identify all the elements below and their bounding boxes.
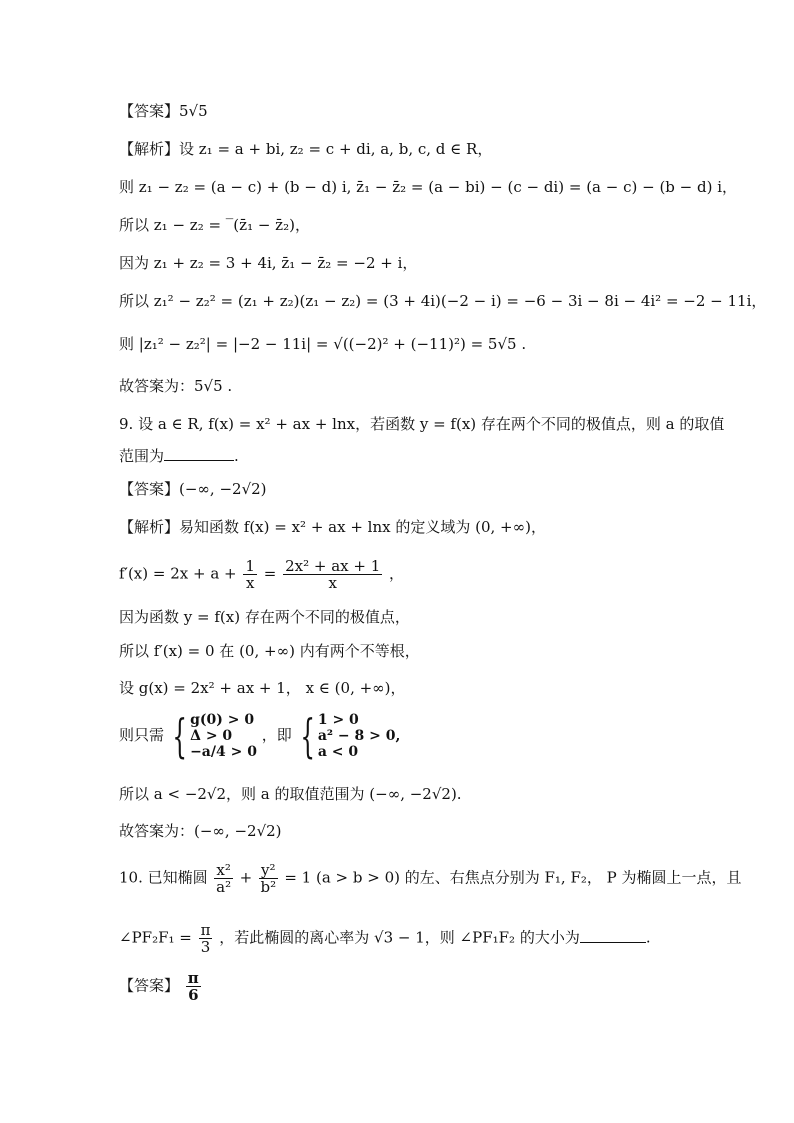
analysis-line-9-5: 设 g(x) = 2x² + ax + 1， x ∈ (0, +∞)， (119, 679, 406, 697)
analysis-line-8-1: 【解析】设 z₁ = a + bi, z₂ = c + di, a, b, c, d ∈ R， (119, 140, 493, 158)
analysis-line-8-2: 则 z₁ − z₂ = (a − c) + (b − d) i, z̄₁ − z̄₂ = (a − bi) − (c − di) = (a − c) − (b − d) i， (119, 178, 738, 196)
final-answer-9: 故答案为：(−∞, −2√2) (119, 822, 282, 840)
analysis-line-9-6: 则只需 { g(0) > 0 Δ > 0 −a/4 > 0 ，即 { 1 > 0 a² − 8 > 0, a < 0 (119, 709, 401, 763)
answer-blank-10 (580, 928, 646, 943)
question-9-line-2: 范围为 . (119, 447, 239, 465)
analysis-line-8-4: 因为 z₁ + z₂ = 3 + 4i, z̄₁ − z̄₂ = −2 + i， (119, 254, 418, 272)
answer-line-10: 【答案】 $\frac{\pi}{6}$ (119, 969, 199, 1004)
answer-line-8: 【答案】5√5 (119, 102, 208, 120)
inequality-system-1: { g(0) > 0 Δ > 0 −a/4 > 0 (172, 709, 257, 763)
analysis-line-9-2: f′(x) = 2x + a + $\frac{1}{x}$ = $\frac{\text{2x² + ax + 1}}{x}$ ， (119, 557, 405, 592)
analysis-line-8-3: 所以 z₁ − z₂ = ‾(z̄₁ − z̄₂)， (119, 216, 310, 234)
final-answer-8: 故答案为：5√5 . (119, 377, 233, 395)
fraction-derivative: $\frac{\text{2x² + ax + 1}}{x}$ (285, 557, 381, 592)
answer-line-9: 【答案】(−∞, −2√2) (119, 480, 267, 498)
question-9-line-1: 9. 设 a ∈ R, f(x) = x² + ax + lnx，若函数 y = f(x) 存在两个不同的极值点，则 a 的取值 (119, 415, 725, 433)
answer-blank-9 (164, 446, 234, 461)
fraction-pi-over-6: $\frac{\pi}{6}$ (187, 969, 199, 1004)
analysis-line-9-3: 因为函数 y = f(x) 存在两个不同的极值点， (119, 608, 410, 626)
fraction-x2-a2: $\frac{\text{x²}}{\text{a²}}$ (216, 861, 232, 896)
inequality-system-2: { 1 > 0 a² − 8 > 0, a < 0 (299, 709, 401, 763)
analysis-line-9-7: 所以 a < −2√2，则 a 的取值范围为 (−∞, −2√2). (119, 785, 462, 803)
question-10-line-1: 10. 已知椭圆 $\frac{\text{x²}}{\text{a²}}$ + $\frac{\text{y²}}{\text{b²}}$ = 1 (a > b > 0) 的左、右焦点分别为 F₁, F₂， P 为椭圆上一点，且 (119, 861, 742, 896)
fraction-y2-b2: $\frac{\text{y²}}{\text{b²}}$ (260, 861, 277, 896)
analysis-line-8-5: 所以 z₁² − z₂² = (z₁ + z₂)(z₁ − z₂) = (3 + 4i)(−2 − i) = −6 − 3i − 8i − 4i² = −2 − 11i， (119, 292, 767, 310)
analysis-line-9-4: 所以 f′(x) = 0 在 (0, +∞) 内有两个不等根， (119, 642, 420, 660)
analysis-line-8-6: 则 |z₁² − z₂²| = |−2 − 11i| = √((−2)² + (−11)²) = 5√5 . (119, 335, 527, 353)
analysis-line-9-1: 【解析】易知函数 f(x) = x² + ax + lnx 的定义域为 (0, +∞)， (119, 518, 546, 536)
fraction-one-over-x: $\frac{1}{x}$ (245, 557, 255, 592)
question-10-line-2: ∠PF₂F₁ = $\frac{\pi}{3}$ ，若此椭圆的离心率为 √3 − 1，则 ∠PF₁F₂ 的大小为 . (119, 921, 651, 956)
fraction-pi-over-3: $\frac{\pi}{3}$ (200, 921, 211, 956)
